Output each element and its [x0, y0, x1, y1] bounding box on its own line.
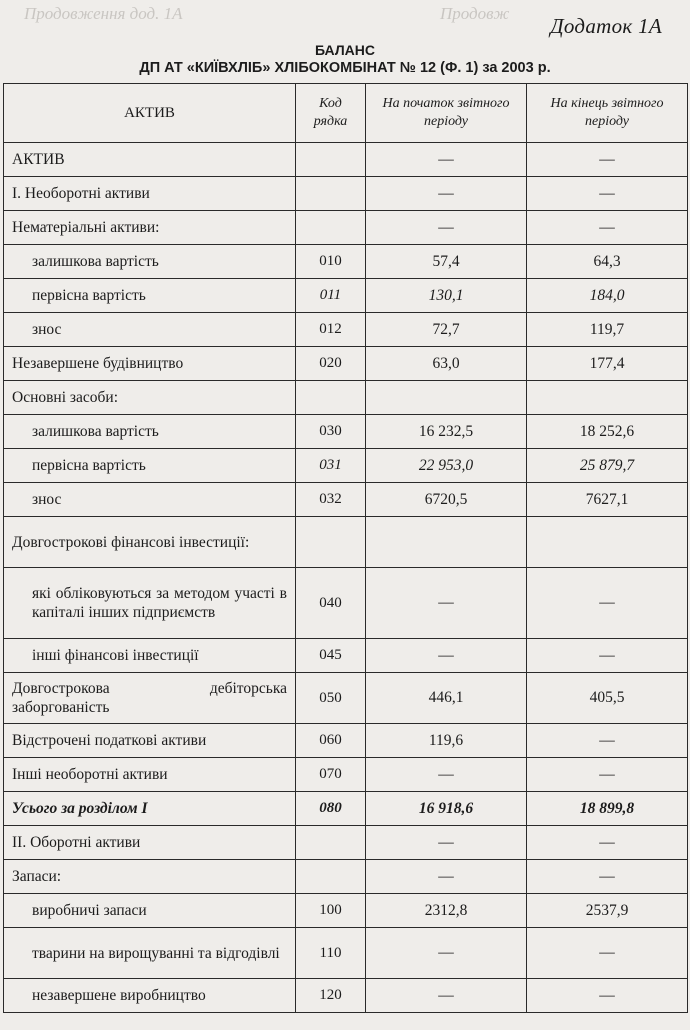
- row-label: Відстрочені податкові активи: [4, 724, 296, 758]
- row-start-value: 16 232,5: [366, 415, 527, 449]
- row-label: Запаси:: [4, 860, 296, 894]
- row-start-value: —: [366, 639, 527, 673]
- row-label: залишкова вартість: [4, 245, 296, 279]
- row-start-value: —: [366, 143, 527, 177]
- row-code: 045: [296, 639, 366, 673]
- row-code: [296, 826, 366, 860]
- row-end-value: 64,3: [527, 245, 688, 279]
- column-header-code: Код рядка: [296, 84, 366, 143]
- row-start-value: [366, 517, 527, 568]
- document-subtitle: ДП АТ «КИЇВХЛІБ» ХЛІБОКОМБІНАТ № 12 (Ф. 1) за 2003 р.: [139, 60, 551, 76]
- row-label: Довгострокові фінансові інвестиції:: [4, 517, 296, 568]
- row-code: 032: [296, 483, 366, 517]
- row-end-value: —: [527, 724, 688, 758]
- balance-table: [3, 83, 688, 1013]
- row-code: 030: [296, 415, 366, 449]
- row-start-value: [366, 381, 527, 415]
- row-label: Довгострокова дебіторська заборгованість: [4, 673, 296, 724]
- table-row: [4, 894, 688, 928]
- row-end-value: —: [527, 826, 688, 860]
- table-row: [4, 928, 688, 979]
- row-start-value: 63,0: [366, 347, 527, 381]
- row-end-value: 177,4: [527, 347, 688, 381]
- row-code: 080: [296, 792, 366, 826]
- table-row: [4, 143, 688, 177]
- table-row: [4, 483, 688, 517]
- row-start-value: 2312,8: [366, 894, 527, 928]
- row-label: Усього за розділом I: [4, 792, 296, 826]
- row-code: 070: [296, 758, 366, 792]
- row-start-value: 119,6: [366, 724, 527, 758]
- ghost-header-left: Продовження дод. 1А: [24, 4, 183, 23]
- row-label: Незавершене будівництво: [4, 347, 296, 381]
- row-label: виробничі запаси: [4, 894, 296, 928]
- row-label: Нематеріальні активи:: [4, 211, 296, 245]
- table-row: [4, 177, 688, 211]
- row-end-value: —: [527, 568, 688, 639]
- row-end-value: —: [527, 177, 688, 211]
- row-start-value: —: [366, 568, 527, 639]
- row-code: [296, 211, 366, 245]
- row-code: [296, 381, 366, 415]
- row-end-value: 119,7: [527, 313, 688, 347]
- table-row: [4, 639, 688, 673]
- row-label: знос: [4, 313, 296, 347]
- row-end-value: —: [527, 143, 688, 177]
- row-label: первісна вартість: [4, 449, 296, 483]
- column-header-end: На кінець звітного періоду: [527, 84, 688, 143]
- appendix-label: Додаток 1А: [550, 14, 662, 38]
- row-label: Інші необоротні активи: [4, 758, 296, 792]
- row-end-value: [527, 517, 688, 568]
- table-row: [4, 211, 688, 245]
- row-code: 011: [296, 279, 366, 313]
- row-label: І. Необоротні активи: [4, 177, 296, 211]
- column-header-asset: АКТИВ: [4, 84, 296, 143]
- row-code: [296, 177, 366, 211]
- row-label: залишкова вартість: [4, 415, 296, 449]
- row-label: АКТИВ: [4, 143, 296, 177]
- row-start-value: 16 918,6: [366, 792, 527, 826]
- row-label: які обліковуються за методом участі в капіталі інших підприємств: [4, 568, 296, 639]
- row-code: 010: [296, 245, 366, 279]
- table-row: [4, 313, 688, 347]
- row-end-value: —: [527, 979, 688, 1013]
- row-end-value: —: [527, 758, 688, 792]
- row-start-value: 446,1: [366, 673, 527, 724]
- row-label: незавершене виробництво: [4, 979, 296, 1013]
- row-code: 050: [296, 673, 366, 724]
- row-end-value: —: [527, 928, 688, 979]
- table-row: [4, 517, 688, 568]
- column-header-start: На початок звітного періоду: [366, 84, 527, 143]
- row-start-value: 72,7: [366, 313, 527, 347]
- table-row: [4, 860, 688, 894]
- table-row: [4, 245, 688, 279]
- table-row: [4, 568, 688, 639]
- row-end-value: 7627,1: [527, 483, 688, 517]
- row-code: 040: [296, 568, 366, 639]
- row-code: [296, 143, 366, 177]
- row-start-value: —: [366, 826, 527, 860]
- table-header-row: [4, 84, 688, 143]
- row-code: 031: [296, 449, 366, 483]
- row-end-value: —: [527, 211, 688, 245]
- row-code: 120: [296, 979, 366, 1013]
- document-title: БАЛАНС: [315, 42, 375, 58]
- table-row-total: [4, 792, 688, 826]
- table-row: [4, 979, 688, 1013]
- row-end-value: [527, 381, 688, 415]
- row-label: II. Оборотні активи: [4, 826, 296, 860]
- row-end-value: —: [527, 639, 688, 673]
- table-row: [4, 381, 688, 415]
- row-code: [296, 860, 366, 894]
- row-label: інші фінансові інвестиції: [4, 639, 296, 673]
- table-row: [4, 673, 688, 724]
- row-end-value: —: [527, 860, 688, 894]
- row-end-value: 18 252,6: [527, 415, 688, 449]
- row-end-value: 2537,9: [527, 894, 688, 928]
- row-start-value: —: [366, 177, 527, 211]
- row-code: 060: [296, 724, 366, 758]
- row-code: 020: [296, 347, 366, 381]
- row-start-value: —: [366, 211, 527, 245]
- row-code: 100: [296, 894, 366, 928]
- row-start-value: —: [366, 928, 527, 979]
- row-start-value: —: [366, 758, 527, 792]
- row-label: тварини на вирощуванні та відгодівлі: [4, 928, 296, 979]
- row-end-value: 405,5: [527, 673, 688, 724]
- row-code: [296, 517, 366, 568]
- row-label: Основні засоби:: [4, 381, 296, 415]
- row-start-value: 6720,5: [366, 483, 527, 517]
- table-row: [4, 758, 688, 792]
- table-row: [4, 279, 688, 313]
- table-row: [4, 449, 688, 483]
- row-end-value: 25 879,7: [527, 449, 688, 483]
- row-start-value: 57,4: [366, 245, 527, 279]
- table-row: [4, 724, 688, 758]
- table-row: [4, 826, 688, 860]
- row-start-value: 130,1: [366, 279, 527, 313]
- row-code: 110: [296, 928, 366, 979]
- row-label: знос: [4, 483, 296, 517]
- row-label: первісна вартість: [4, 279, 296, 313]
- row-start-value: 22 953,0: [366, 449, 527, 483]
- row-code: 012: [296, 313, 366, 347]
- row-start-value: —: [366, 860, 527, 894]
- row-start-value: —: [366, 979, 527, 1013]
- table-row: [4, 347, 688, 381]
- row-end-value: 18 899,8: [527, 792, 688, 826]
- table-row: [4, 415, 688, 449]
- row-end-value: 184,0: [527, 279, 688, 313]
- ghost-header-right: Продовж: [440, 4, 510, 23]
